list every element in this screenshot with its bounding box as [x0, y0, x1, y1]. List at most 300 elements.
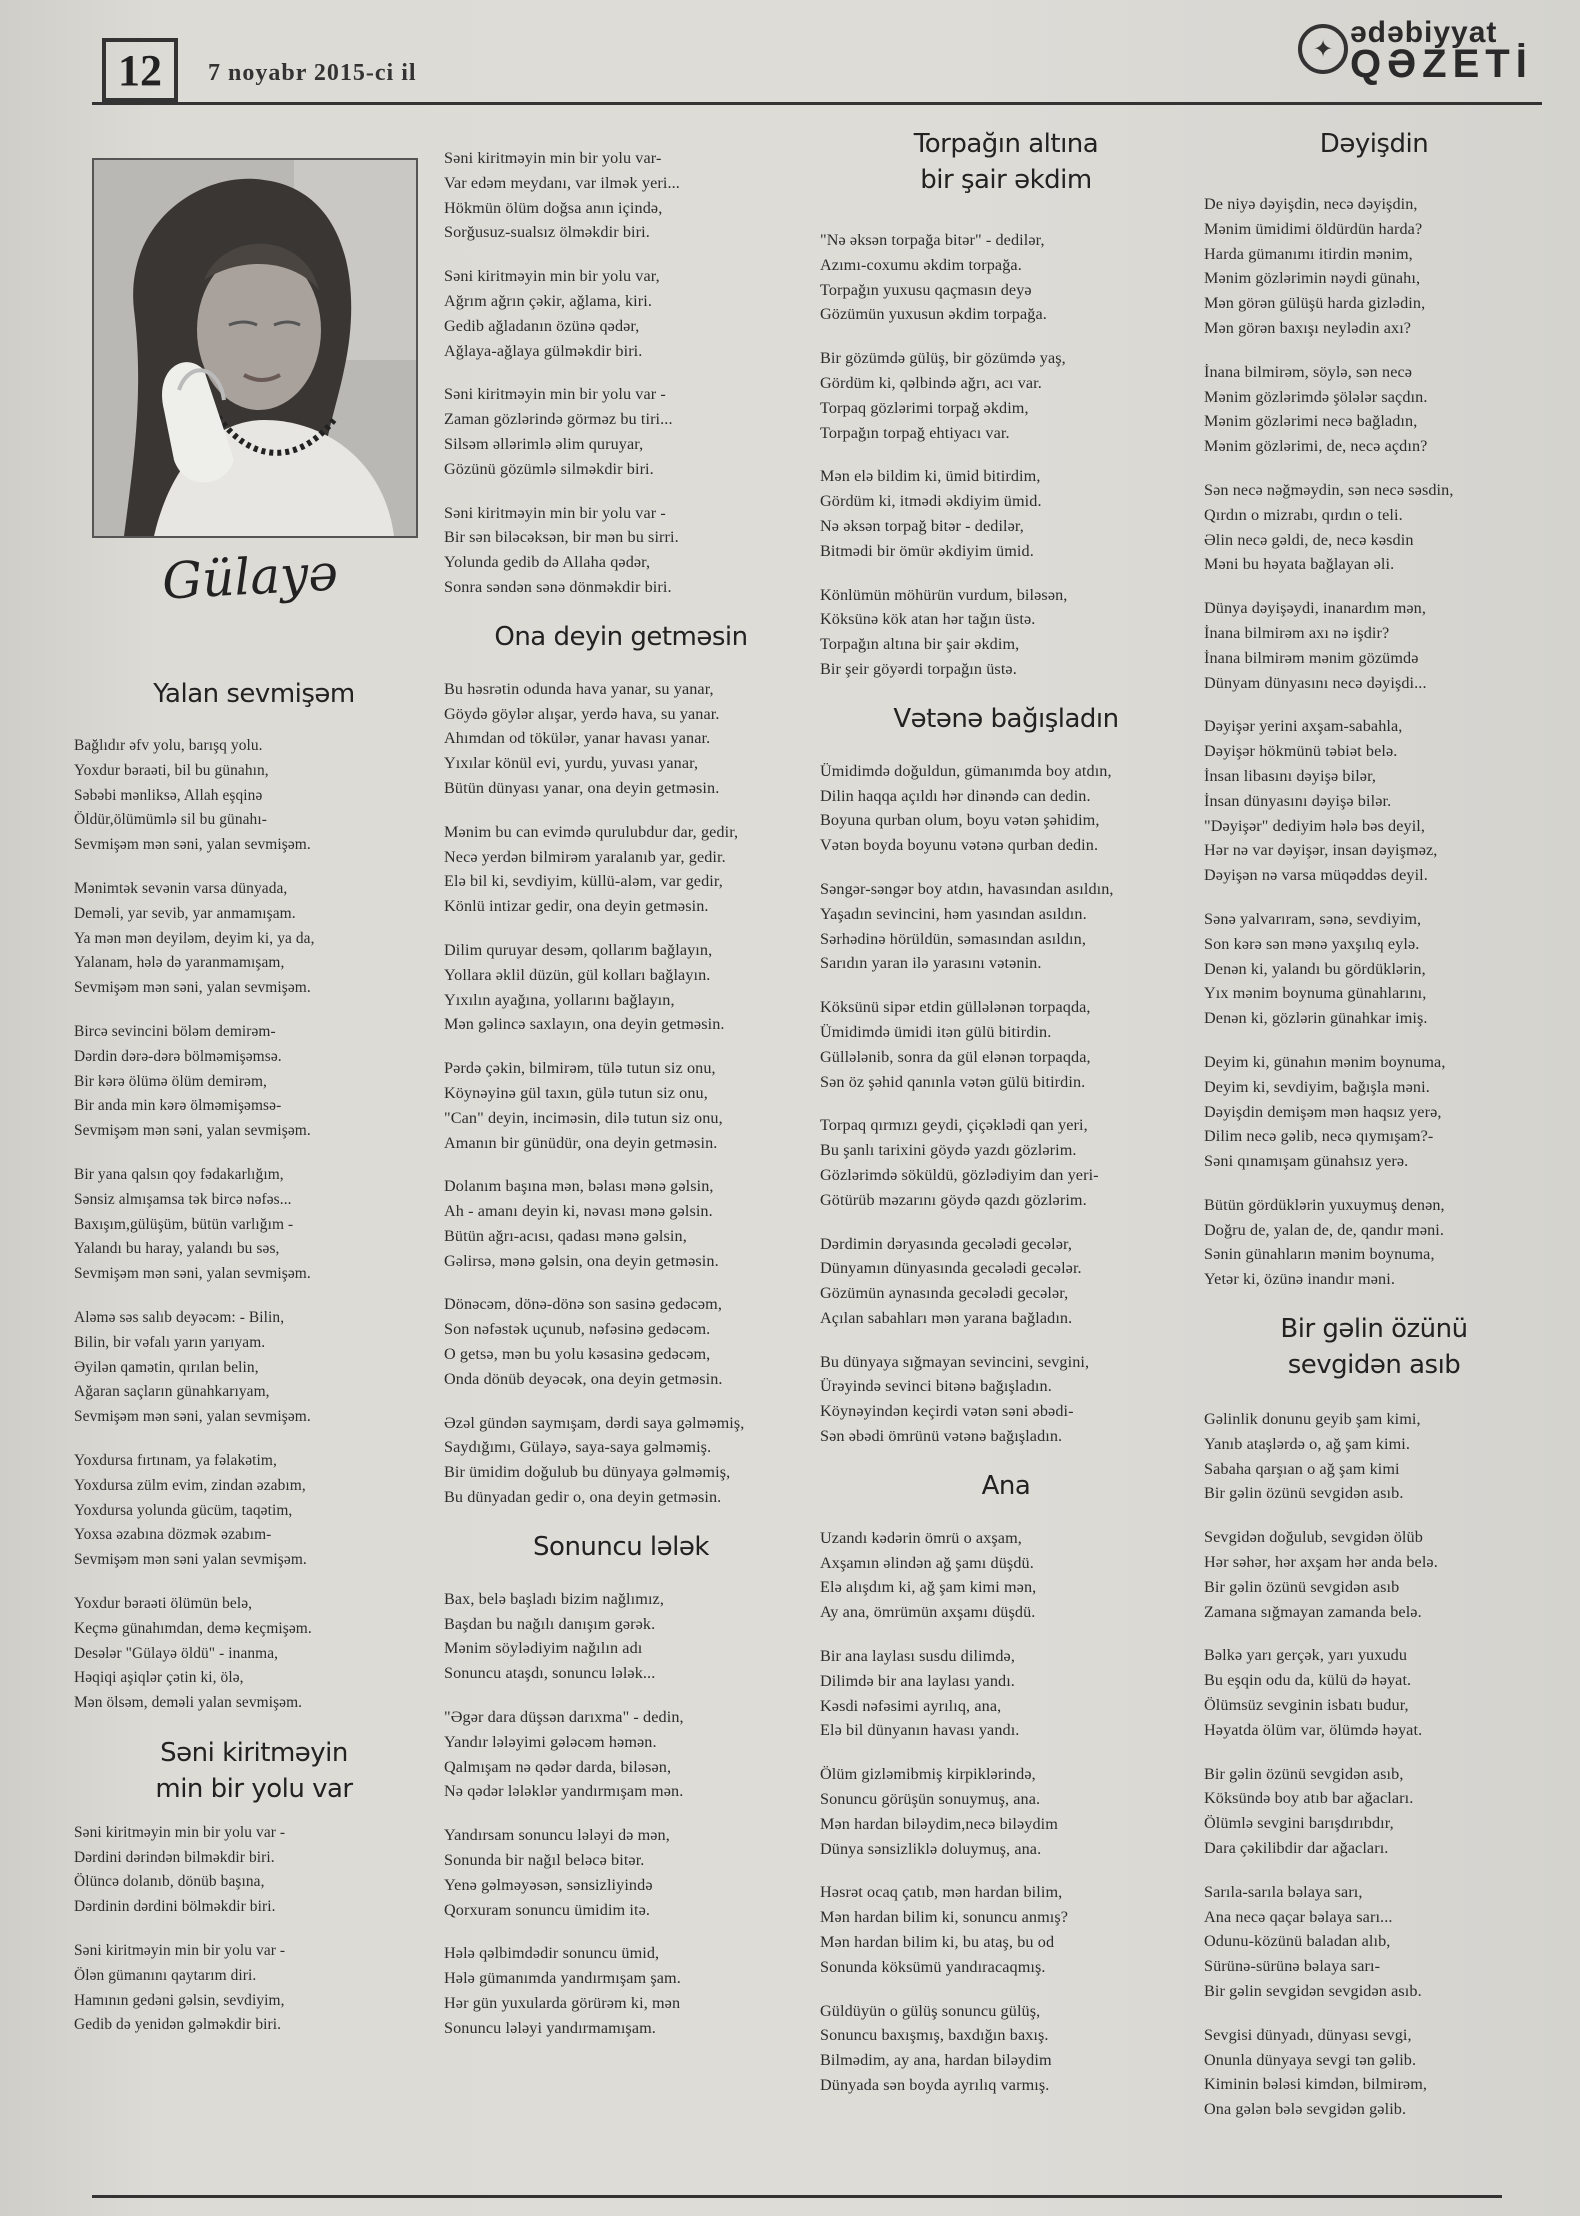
logo-top-text: ədəbiyyat [1350, 16, 1498, 49]
poem-line: De niyə dəyişdin, necə dəyişdin, [1204, 195, 1418, 213]
stanza [74, 1306, 434, 1430]
poem-line: Dünyada sən boyda ayrılıq varmış. [820, 2076, 1050, 2095]
poem-line: Mənim gözlərimin nəydi günahı, [1204, 269, 1421, 288]
poem-line: Dəyişər hökmünü təbiət belə. [1204, 742, 1398, 761]
poem-body-ona [444, 677, 798, 1510]
poem-line: Səni kiritməyin min bir yolu var, [444, 267, 660, 286]
poem-line: Həqiqi aşiqlər çətin ki, ölə, [74, 1669, 244, 1687]
poem-line: Bir gəlin sevgidən sevgidən asıb. [1204, 1982, 1422, 2001]
poem-line: Gözümün aynasında gecələdi gecələr, [820, 1284, 1069, 1303]
footer-rule [92, 2195, 1502, 2198]
poem-line: O getsə, mən bu yolu kəsasinə gedəcəm, [444, 1345, 711, 1364]
poem-line: Sevgidən doğulub, sevgidən ölüb [1204, 1528, 1423, 1547]
page-header [92, 16, 1542, 110]
poem-line: Sonuncu görüşün sonuymuş, ana. [820, 1790, 1041, 1809]
poem-line: Yaşadın sevincini, həm yasından asıldın. [820, 904, 1087, 923]
poem-line: Aləmə səs salıb deyəcəm: - Bilin, [74, 1308, 285, 1326]
poem-line: Desələr "Gülayə öldü" - inanma, [74, 1644, 279, 1662]
poem-line: Qorxuram sonuncu ümidim itə. [444, 1900, 651, 1919]
poem-line: Mənim ümidimi öldürdün harda? [1204, 219, 1423, 238]
poem-title-vetene: Vətənə bağışladın [893, 703, 1119, 734]
poem-body-ana [820, 1526, 1192, 2098]
stanza [820, 1232, 1192, 1331]
stanza [820, 1880, 1192, 1979]
poem-line: Mən elə bildim ki, ümid bitirdim, [820, 467, 1041, 486]
column-2 [444, 146, 798, 2060]
poem-line: Sən necə nəğməydin, sən necə səsdin, [1204, 480, 1454, 499]
poem-line: Onda dönüb deyəcək, ona deyin getməsin. [444, 1369, 723, 1388]
poem-line: Sonuncu baxışmış, baxdığın baxış. [820, 2026, 1049, 2045]
poem-line: Ölüm gizləmibmiş kirpiklərində, [820, 1765, 1036, 1784]
poem-body-gelin [1204, 1407, 1544, 2122]
poem-line: Səngər-səngər boy atdın, havasından asıldın, [820, 879, 1114, 898]
poem-line: Sonuncu lələyi yandırmamışam. [444, 2018, 656, 2037]
poem-line: Ümidimdə ümidi itən gülü bitirdin. [820, 1022, 1052, 1041]
issue-date: 7 noyabr 2015-ci il [208, 60, 417, 86]
stanza [820, 1644, 1192, 1743]
poem-line: Bu eşqin odu da, külü də həyat. [1204, 1671, 1412, 1690]
logo-bottom-text: QƏZETİ [1350, 42, 1533, 86]
poem-line: Baxışım,gülüşüm, bütün varlığım - [74, 1215, 294, 1233]
poem-line: Ağrım ağrın çəkir, ağlama, kiri. [444, 291, 652, 310]
poem-line: Ay ana, ömrümün axşamı düşdü. [820, 1603, 1036, 1622]
poem-line: İnana bilmirəm, söylə, sən necə [1204, 362, 1413, 381]
stanza [74, 1163, 434, 1287]
poem-line: Axşamın əlindən ağ şamı düşdü. [820, 1553, 1034, 1572]
poem-line: Hamının gedəni gəlsin, sevdiyim, [74, 1991, 285, 2009]
poem-line: Mənim gözlərimi necə bağladın, [1204, 412, 1418, 431]
stanza [820, 1113, 1192, 1212]
poem-line: Gözünü gözümlə silməkdir biri. [444, 459, 654, 478]
poem-line: Mən ölsəm, deməli yalan sevmişəm. [74, 1694, 303, 1712]
poem-line: Onunla dünyaya sevgi tən gəlib. [1204, 2050, 1417, 2069]
poem-line: Gözlərimdə söküldü, gözlədiyim dan yeri- [820, 1165, 1099, 1184]
stanza [1204, 478, 1544, 577]
poem-line: Sarıla-sarıla bəlaya sarı, [1204, 1882, 1363, 1901]
stanza [74, 1592, 434, 1716]
poem-title-yalan: Yalan sevmişəm [153, 679, 355, 709]
poem-line: İnsan dünyasını dəyişə bilər. [1204, 791, 1392, 810]
poem-line: Yoxdursa yolunda gücüm, taqətim, [74, 1501, 293, 1519]
portrait-illustration [94, 160, 416, 536]
header-rule [92, 102, 1542, 105]
poem-line: Necə yerdən bilmirəm yaralanıb yar, gedir. [444, 847, 726, 866]
poem-line: Sevgisi dünyadı, dünyası sevgi, [1204, 2025, 1412, 2044]
poem-line: Sonra səndən sənə dönməkdir biri. [444, 577, 672, 596]
stanza [74, 877, 434, 1001]
stanza [820, 1762, 1192, 1861]
stanza [820, 759, 1192, 858]
poem-line: Yıx mənim boynuma günahlarını, [1204, 984, 1427, 1003]
poem-line: Hər nə var dəyişər, insan dəyişməz, [1204, 841, 1438, 860]
poem-line: Ağaran saçların günahkarıyam, [74, 1383, 270, 1401]
poem-line: Başdan bu nağılı danışım gərək. [444, 1614, 656, 1633]
poem-line: Köksünü sipər etdin güllələnən torpaqda, [820, 998, 1091, 1017]
poem-line: Sarıdın yaran ilə yarasını vətənin. [820, 954, 1042, 973]
stanza [74, 1449, 434, 1573]
poem-line: Mənim bu can evimdə qurulubdur dar, gedir, [444, 822, 739, 841]
poem-line: Səni kiritməyin min bir yolu var - [74, 1942, 286, 1960]
poem-line: Mən hardan bilim ki, sonuncu anmış? [820, 1908, 1069, 1927]
poem-line: Dünya sənsizliklə doluymuş, ana. [820, 1839, 1042, 1858]
poem-line: Hər səhər, hər axşam hər anda belə. [1204, 1553, 1438, 1572]
poem-title-seni [74, 1735, 434, 1807]
poem-line: Denən ki, gözlərin günahkar imiş. [1204, 1009, 1428, 1028]
poem-line: Kəsdi nəfəsimi ayrılıq, ana, [820, 1696, 1002, 1715]
poem-line: Götürüb məzarını göydə qazdı gözlərim. [820, 1190, 1087, 1209]
poem-line: Sevmişəm mən səni, yalan sevmişəm. [74, 836, 311, 854]
poem-line: Qalmışam nə qədər darda, biləsən, [444, 1757, 672, 1776]
poem-line: Köksündə boy atıb bar ağacları. [1204, 1789, 1414, 1808]
poem-line: Gözümün yuxusun əkdim torpağa. [820, 305, 1047, 324]
poem-line: Sənin günahların mənim boynuma, [1204, 1245, 1435, 1264]
poem-line: Denən ki, yalandı bu gördüklərin, [1204, 959, 1426, 978]
poem-line: İnana bilmirəm axı nə işdir? [1204, 623, 1390, 642]
poem-line: Doğru de, yalan de, de, qandır məni. [1204, 1220, 1445, 1239]
poem-line: Odunu-közünü baladan alıb, [1204, 1932, 1391, 1951]
poem-line: Güldüyün o gülüş sonuncu gülüş, [820, 2001, 1041, 2020]
poem-line: Dərdimin dəryasında gecələdi gecələr, [820, 1234, 1073, 1253]
poem-title-line: min bir yolu var [155, 1773, 353, 1804]
poem-line: Dilim quruyar desəm, qollarım bağlayın, [444, 940, 713, 959]
poem-line: Sonuncu ataşdı, sonuncu lələk... [444, 1664, 656, 1683]
poem-line: Ümidimdə doğuldun, gümanımda boy atdın, [820, 761, 1112, 780]
poem-line: Bu dünyaya sığmayan sevincini, sevgini, [820, 1352, 1090, 1371]
poem-line: Sürünə-sürünə bəlaya sarı- [1204, 1957, 1381, 1976]
stanza [74, 734, 434, 858]
poem-line: Dünyamın dünyasında gecələdi gecələr. [820, 1259, 1082, 1278]
poem-line: Mənim söylədiyim nağılın adı [444, 1639, 643, 1658]
stanza [820, 228, 1192, 327]
poem-title-ona: Ona deyin getməsin [494, 621, 748, 652]
poem-line: Bir şeir göyərdi torpağın üstə. [820, 659, 1017, 678]
poem-line: Sorğusuz-sualsız ölməkdir biri. [444, 223, 650, 242]
poem-line: Vətən boyda boyunu vətənə qurban dedin. [820, 836, 1099, 855]
poem-line: Dilin haqqa açıldı hər dinəndə can dedin. [820, 786, 1091, 805]
stanza [1204, 1193, 1544, 1292]
stanza [444, 1587, 798, 1686]
poem-title-sonuncu: Sonuncu lələk [533, 1531, 709, 1562]
stanza [444, 820, 798, 919]
stanza [444, 1174, 798, 1273]
poem-line: Elə bil ki, sevdiyim, küllü-aləm, var gedir, [444, 872, 723, 891]
poem-line: Nə əksən torpağ bitər - dedilər, [820, 516, 1024, 535]
poem-line: Sevmişəm mən səni, yalan sevmişəm. [74, 979, 311, 997]
poem-line: Dara çəkilibdir dar ağacları. [1204, 1839, 1389, 1858]
column-3 [820, 126, 1192, 2117]
poem-line: Kiminin bələsi kimdən, bilmirəm, [1204, 2075, 1428, 2094]
poem-line: Əzəl gündən saymışam, dərdi saya gəlməmiş, [444, 1413, 745, 1432]
poem-line: Bəlkə yarı gerçək, yarı yuxudu [1204, 1646, 1408, 1665]
stanza [444, 1705, 798, 1804]
poem-line: Məni bu həyata bağlayan əli. [1204, 555, 1395, 574]
poem-line: Yoxdursa zülm evim, zindan əzabım, [74, 1476, 306, 1494]
poem-line: Hökmün ölüm doğsa anın içində, [444, 198, 663, 217]
poem-line: Ana necə qaçar bəlaya sarı... [1204, 1907, 1393, 1926]
stanza [820, 1526, 1192, 1625]
stanza [444, 938, 798, 1037]
poem-line: Dərdini dərindən bilməkdir biri. [74, 1848, 275, 1866]
poem-line: Yoxdursa fırtınam, ya fəlakətim, [74, 1451, 277, 1469]
poem-line: Bu həsrətin odunda hava yanar, su yanar, [444, 679, 714, 698]
poem-line: Səbəbi mənliksə, Allah eşqinə [74, 786, 263, 804]
poem-line: Mənim gözlərimi, de, necə açdın? [1204, 437, 1428, 456]
poem-line: Ona gələn bələ sevgidən gəlib. [1204, 2100, 1407, 2119]
stanza [1204, 1880, 1544, 2004]
poem-line: Yoxdur bəraəti ölümün belə, [74, 1594, 253, 1612]
poem-line: Sevmişəm mən səni, yalan sevmişəm. [74, 1122, 311, 1140]
poem-line: Bir gəlin özünü sevgidən asıb [1204, 1577, 1400, 1596]
poem-line: Gəlinlik donunu geyib şam kimi, [1204, 1410, 1421, 1429]
poem-line: Bütün dünyası yanar, ona deyin getməsin. [444, 778, 720, 797]
poem-title-line: bir şair əkdim [920, 165, 1092, 195]
poem-line: Gedib də yenidən gəlməkdir biri. [74, 2016, 282, 2034]
stanza [1204, 907, 1544, 1031]
poem-line: Həsrət ocaq çatıb, mən hardan bilim, [820, 1883, 1063, 1902]
poem-line: Köynəyindən keçirdi vətən səni əbədi- [820, 1402, 1074, 1421]
poem-line: Gördüm ki, itmədi əkdiyim ümid. [820, 492, 1042, 511]
poem-line: Könlümün möhürün vurdum, biləsən, [820, 585, 1068, 604]
poem-line: Dönəcəm, dönə-dönə son sasinə gedəcəm, [444, 1295, 722, 1314]
poem-line: Yandır lələyimi gələcəm həmən. [444, 1732, 657, 1751]
poem-body-sonuncu [444, 1587, 798, 2041]
stanza [74, 1821, 434, 1920]
poem-title-line: Torpağın altına [913, 129, 1099, 159]
poem-line: Ölümsüz sevginin isbatı budur, [1204, 1696, 1409, 1715]
poem-line: Ahımdan od tökülər, yanar havası yanar. [444, 729, 711, 748]
poem-line: Var edəm meydanı, var ilmək yeri... [444, 173, 680, 192]
poem-line: Ağlaya-ağlaya gülməkdir biri. [444, 341, 643, 360]
stanza [444, 1292, 798, 1391]
poem-line: Gedib ağladanın özünə qədər, [444, 316, 640, 335]
poem-body-torpaq [820, 228, 1192, 682]
poem-line: Mən gəlincə saxlayın, ona deyin getməsin. [444, 1015, 725, 1034]
poem-body-seni-part2 [444, 146, 798, 600]
stanza [444, 1411, 798, 1510]
poem-line: Dəyişdin demişəm mən haqsız yerə, [1204, 1102, 1442, 1121]
author-signature: Gülayə [160, 543, 340, 611]
poem-line: Sabaha qarşıan o ağ şam kimi [1204, 1459, 1400, 1478]
poem-line: Yalanam, hələ də yaranmamışam, [74, 954, 285, 972]
poem-line: Ürəyində sevinci bitənə bağışladın. [820, 1377, 1052, 1396]
poem-title-gelin [1204, 1311, 1544, 1383]
poem-line: Ya mən mən deyiləm, deyim ki, ya da, [74, 929, 315, 947]
poem-line: Deyim ki, sevdiyim, bağışla məni. [1204, 1077, 1430, 1096]
poem-line: Bir sən biləcəksən, bir mən bu sirri. [444, 528, 679, 547]
poem-line: Bağlıdır əfv yolu, barışq yolu. [74, 737, 263, 754]
stanza [74, 1020, 434, 1144]
poem-line: Yoxsa əzabına dözmək əzabım- [74, 1526, 272, 1544]
poem-body-deyisdin [1204, 192, 1544, 1292]
poem-body-seni-part1 [74, 1821, 434, 2038]
poem-line: Keçmə günahımdan, demə keçmişəm. [74, 1619, 312, 1637]
poem-line: Bir ümidim doğulub bu dünyaya gəlməmiş, [444, 1463, 731, 1482]
poem-body-yalan [74, 734, 434, 1716]
poem-line: Sevmişəm mən səni yalan sevmişəm. [74, 1551, 307, 1569]
poem-line: Bir gəlin özünü sevgidən asıb, [1204, 1764, 1404, 1783]
stanza [820, 1350, 1192, 1449]
poem-line: Hələ qəlbimdədir sonuncu ümid, [444, 1944, 660, 1963]
poem-line: Elə bil dünyanın havası yandı. [820, 1721, 1020, 1740]
poem-line: Sevmişəm mən səni, yalan sevmişəm. [74, 1265, 311, 1283]
stanza [444, 677, 798, 801]
poem-line: Harda gümanımı itirdin mənim, [1204, 244, 1413, 263]
stanza [444, 501, 798, 600]
poem-line: Bilmədim, ay ana, hardan biləydim [820, 2051, 1052, 2070]
poem-line: Yıxılar könül evi, yurdu, yuvası yanar, [444, 754, 699, 773]
stanza [1204, 596, 1544, 695]
poem-line: Dünyam dünyasını necə dəyişdi... [1204, 673, 1427, 692]
poem-line: Səni kiritməyin min bir yolu var- [444, 149, 662, 167]
stanza [1204, 2023, 1544, 2122]
poem-line: İnsan libasını dəyişə bilər, [1204, 766, 1377, 785]
stanza [1204, 1525, 1544, 1624]
stanza [820, 877, 1192, 976]
poem-line: Əlin necə gəldi, de, necə kəsdin [1204, 530, 1414, 549]
poem-line: Öldür,ölümümlə sil bu günahı- [74, 811, 267, 829]
poem-line: Dolanım başına mən, bəlası mənə gəlsin, [444, 1177, 714, 1196]
poem-line: Sənsiz almışamsa tək bircə nəfəs... [74, 1190, 292, 1208]
poem-line: Boyuna qurban olum, boyu vətən şəhidim, [820, 811, 1100, 830]
poem-line: Mən görən baxışı neylədin axı? [1204, 318, 1412, 337]
page-number: 12 [102, 38, 178, 102]
poem-line: Son kərə sən mənə yaxşılıq eylə. [1204, 934, 1420, 953]
poem-line: Bir gəlin özünü sevgidən asıb. [1204, 1484, 1404, 1503]
poem-line: Sərhədinə hörüldün, səmasından asıldın, [820, 929, 1086, 948]
poem-line: Sonunda köksümü yandıracaqmış. [820, 1957, 1046, 1976]
poem-line: Yoxdur bəraəti, bil bu günahın, [74, 761, 269, 779]
stanza [1204, 1762, 1544, 1861]
poem-line: Bütün ağrı-acısı, qadası mənə gəlsin, [444, 1226, 687, 1245]
stanza [444, 1056, 798, 1155]
poem-line: "Əgər dara düşsən darıxma" - dedin, [444, 1708, 684, 1727]
poem-line: Sən əbədi ömrünü vətənə bağışladın. [820, 1427, 1063, 1446]
poem-line: Yolunda gedib də Allaha qədər, [444, 553, 651, 572]
poem-title-line: sevgidən asıb [1287, 1350, 1461, 1381]
poem-line: Bitmədi bir ömür əkdiyim ümid. [820, 541, 1034, 560]
poem-line: Güllələnib, sonra da gül elənən torpaqda, [820, 1047, 1091, 1066]
poem-title-ana: Ana [981, 1470, 1031, 1501]
poem-line: Nə qədər lələklər yandırmışam mən. [444, 1782, 684, 1801]
poem-line: Deyim ki, günahın mənim boynuma, [1204, 1052, 1446, 1071]
poem-line: Yenə gəlməyəsən, sənsizliyində [444, 1875, 653, 1894]
stanza [444, 382, 798, 481]
poem-line: Ölümlə sevgini barışdırıbdır, [1204, 1814, 1394, 1833]
poem-line: Köynəyinə gül taxın, gülə tutun siz onu, [444, 1083, 708, 1102]
poem-line: Dünya dəyişəydi, inanardım mən, [1204, 599, 1427, 618]
poem-line: Hələ gümanımda yandırmışam şam. [444, 1969, 681, 1988]
poem-line: Sonunda bir nağıl beləcə bitər. [444, 1851, 645, 1870]
poem-line: Yandırsam sonuncu lələyi də mən, [444, 1826, 670, 1845]
stanza [444, 1941, 798, 2040]
poem-line: Silsəm əllərimlə əlim quruyar, [444, 434, 644, 453]
poem-line: Köksünə kök atan hər tağın üstə. [820, 610, 1036, 629]
poem-line: Yalandı bu haray, yalandı bu səs, [74, 1240, 280, 1258]
stanza [444, 146, 798, 245]
poem-line: Torpağın altına bir şair əkdim, [820, 635, 1020, 654]
poem-line: Gördüm ki, qəlbində ağrı, acı var. [820, 373, 1042, 392]
poem-line: Mən hardan biləydim,necə biləydim [820, 1814, 1058, 1833]
column-4 [1204, 126, 1544, 2141]
stanza [1204, 1050, 1544, 1174]
poem-line: Amanın bir günüdür, ona deyin getməsin. [444, 1133, 718, 1152]
poem-line: Mənim gözlərimdə şölələr saçdın. [1204, 387, 1428, 406]
poem-line: Bir anda min kərə ölməmişəmsə- [74, 1097, 282, 1115]
poem-line: "Nə əksən torpağa bitər" - dedilər, [820, 231, 1045, 249]
poem-line: Bu şanlı tarixini göydə yazdı gözlərim. [820, 1141, 1077, 1160]
poem-line: Dəyişər yerini axşam-sabahla, [1204, 717, 1403, 736]
poem-line: Saydığımı, Gülayə, saya-saya gəlməmiş. [444, 1438, 712, 1457]
poem-line: Sevmişəm mən səni, yalan sevmişəm. [74, 1408, 311, 1426]
poem-line: Bu dünyadan gedir o, ona deyin getməsin. [444, 1488, 722, 1507]
poem-line: Dərdin dərə-dərə bölməmişəmsə. [74, 1047, 282, 1065]
poem-line: Sənə yalvarıram, sənə, sevdiyim, [1204, 909, 1422, 928]
poem-line: Bir yana qalsın qoy fədakarlığım, [74, 1165, 284, 1183]
column-1 [74, 676, 434, 2057]
poem-line: Torpaq gözlərimi torpağ əkdim, [820, 398, 1029, 417]
stanza [820, 346, 1192, 445]
poem-line: Qırdın o mizrabı, qırdın o teli. [1204, 505, 1403, 524]
poem-line: Yetər ki, özünə inandır məni. [1204, 1270, 1395, 1289]
poem-line: Hər gün yuxularda görürəm ki, mən [444, 1994, 681, 2013]
poem-line: Mən görən gülüşü harda gizlədin, [1204, 294, 1426, 313]
poem-line: Səni qınamışam günahsız yerə. [1204, 1152, 1409, 1171]
poem-line: Yollara əklil düzün, gül kolları bağlayın. [444, 965, 711, 984]
poem-line: Mənimtək sevənin varsa dünyada, [74, 879, 288, 897]
poem-line: "Can" deyin, inciməsin, dilə tutun siz onu, [444, 1108, 723, 1127]
poem-line: Bircə sevincini böləm demirəm- [74, 1022, 276, 1040]
poem-line: Səni kiritməyin min bir yolu var - [444, 503, 666, 522]
poem-title-torpaq [820, 126, 1192, 198]
poem-line: Səni kiritməyin min bir yolu var - [74, 1823, 286, 1841]
author-photo [92, 158, 418, 538]
poem-line: Torpaq qırmızı geydi, çiçəklədi qan yeri, [820, 1116, 1088, 1135]
poem-line: Əyilən qamətin, qırılan belin, [74, 1358, 259, 1376]
poem-line: Elə alışdım ki, ağ şam kimi mən, [820, 1578, 1037, 1597]
poem-line: "Dəyişər" dediyim hələ bəs deyil, [1204, 816, 1426, 835]
poem-line: Pərdə çəkin, bilmirəm, tülə tutun siz onu, [444, 1059, 716, 1078]
stanza [1204, 714, 1544, 888]
stanza [1204, 1407, 1544, 1506]
poem-line: Səni kiritməyin min bir yolu var - [444, 385, 666, 404]
stanza [820, 464, 1192, 563]
poem-line: Zamana sığmayan zamanda belə. [1204, 1602, 1422, 1621]
stanza [1204, 360, 1544, 459]
poem-line: Yıxılın ayağına, yollarını bağlayın, [444, 990, 675, 1009]
stanza [1204, 192, 1544, 341]
stanza [444, 1823, 798, 1922]
poem-line: Mən hardan bilim ki, bu ataş, bu od [820, 1933, 1055, 1952]
star-emblem-icon: ✦ [1298, 24, 1348, 74]
poem-line: Dilim necə gəlib, necə qıymışam?- [1204, 1127, 1434, 1146]
poem-line: Ölüncə dolanıb, dönüb başına, [74, 1873, 265, 1891]
poem-line: Ah - amanı deyin ki, nəvası mənə gəlsin. [444, 1202, 713, 1221]
stanza [74, 1939, 434, 2038]
poem-title-line: Səni kiritməyin [160, 1737, 348, 1768]
poem-line: Azımı-coxumu əkdim torpağa. [820, 255, 1022, 274]
poem-line: Bilin, bir vəfalı yarın yarıyam. [74, 1333, 266, 1351]
stanza [820, 583, 1192, 682]
poem-line: Sən öz şəhid qanınla vətən gülü bitirdin. [820, 1072, 1086, 1091]
poem-line: Bax, belə başladı bizim nağlımız, [444, 1589, 664, 1608]
stanza [820, 1999, 1192, 2098]
poem-body-vetene [820, 759, 1192, 1449]
poem-line: Dilimdə bir ana laylası yandı. [820, 1671, 1015, 1690]
poem-line: Uzandı kədərin ömrü o axşam, [820, 1528, 1022, 1547]
poem-line: Göydə göylər alışar, yerdə hava, su yanar. [444, 704, 720, 723]
newspaper-logo [1298, 16, 1538, 88]
poem-title-deyisdin: Dəyişdin [1319, 129, 1429, 159]
